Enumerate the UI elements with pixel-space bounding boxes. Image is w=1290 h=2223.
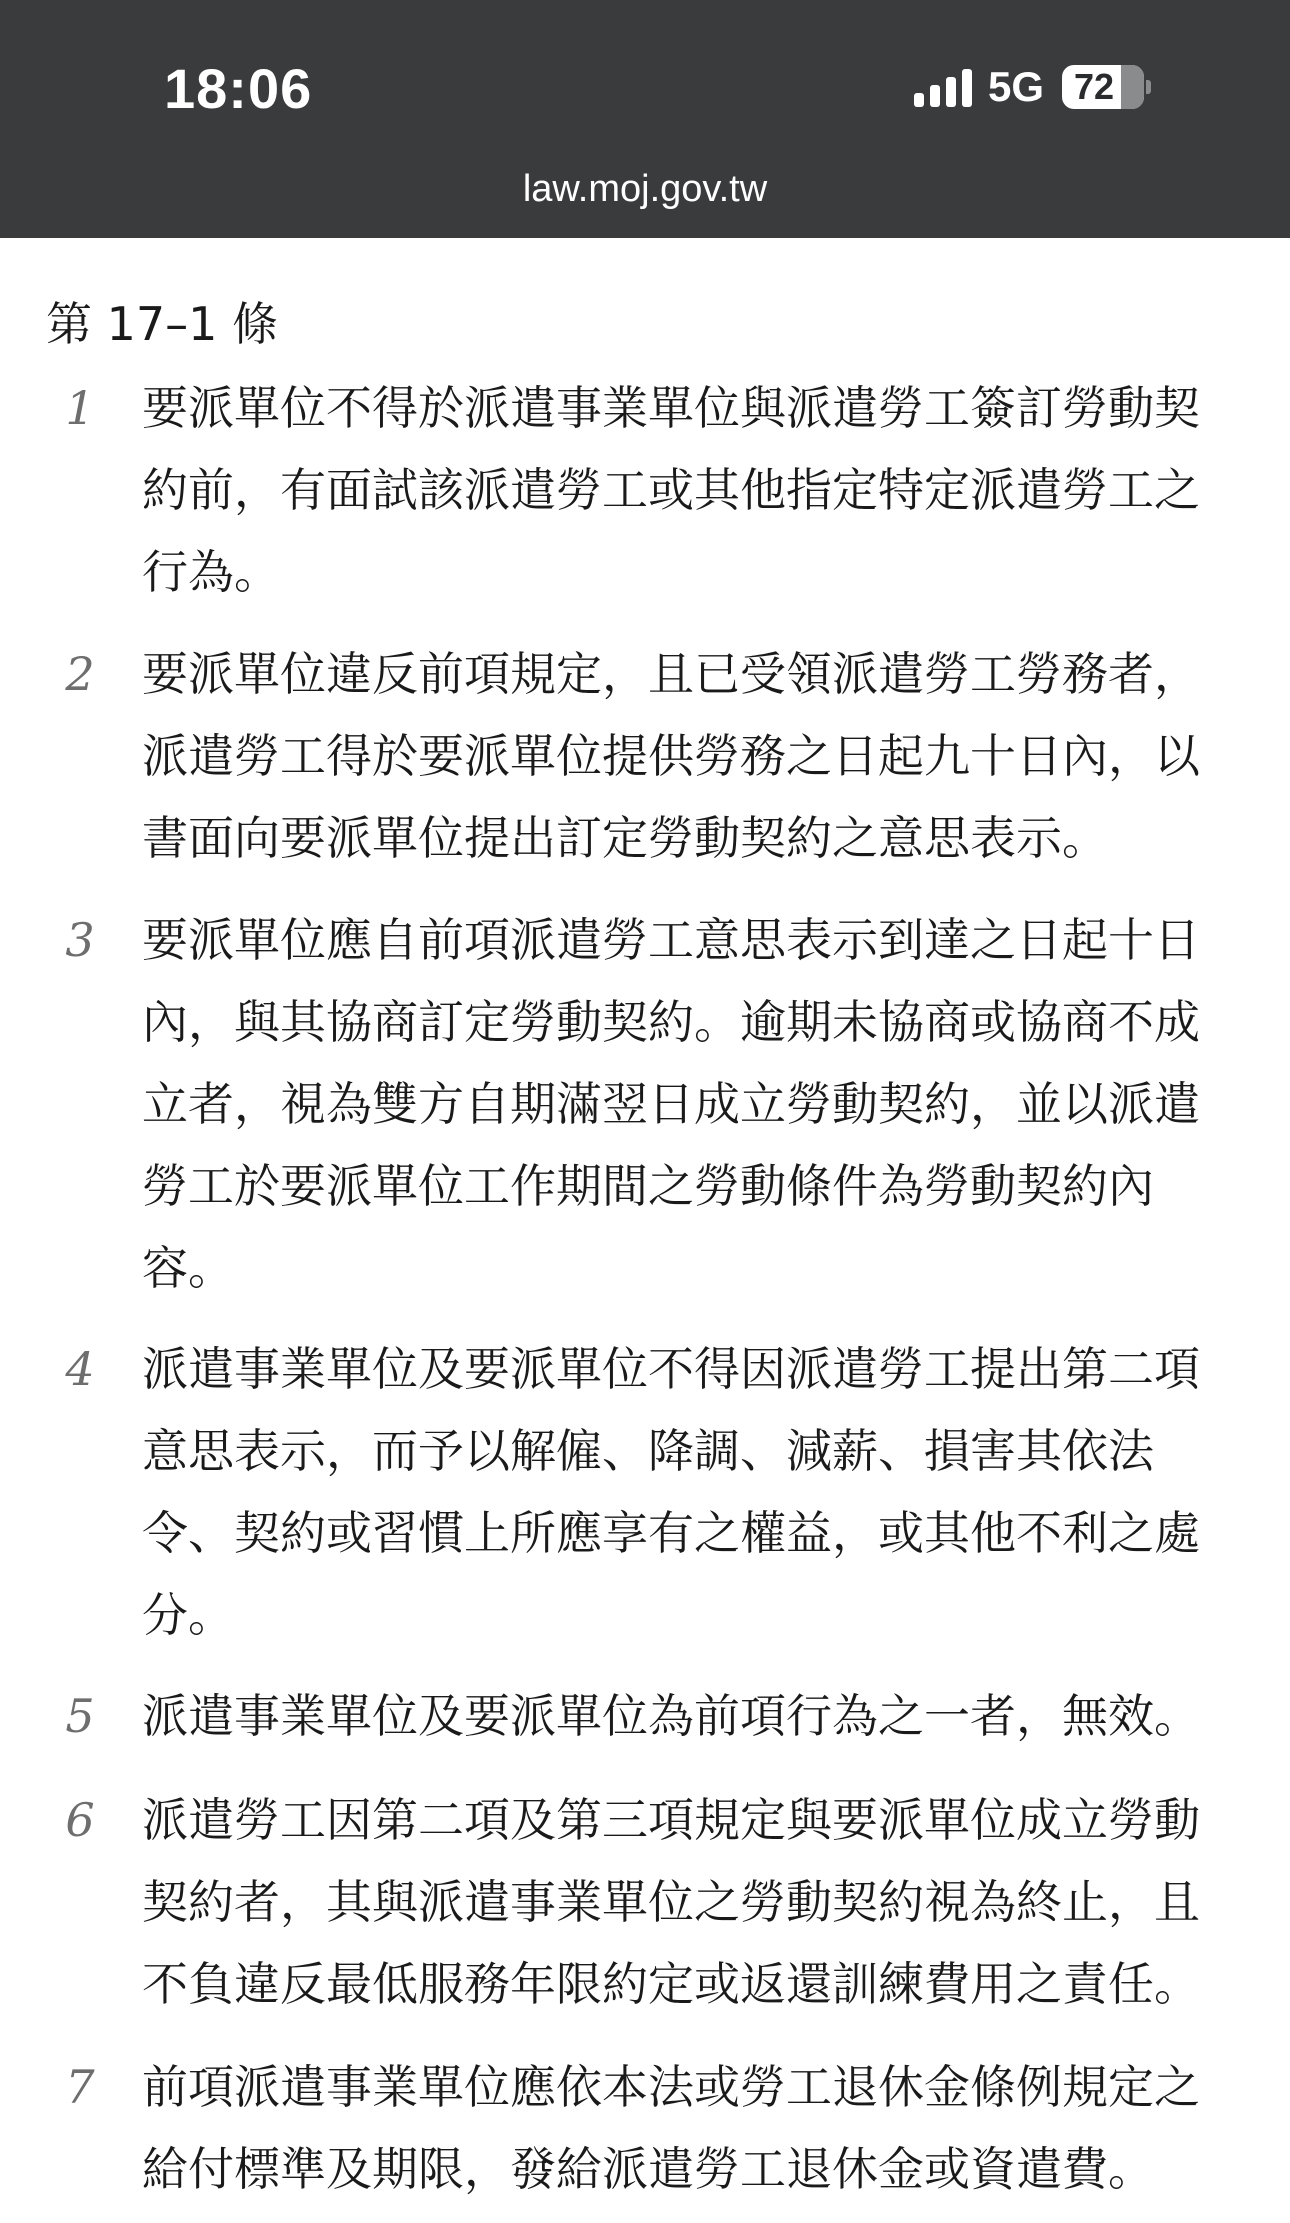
paragraph-text [142, 633, 1252, 879]
paragraph-line: 派遣事業單位及要派單位不得因派遣勞工提出第二項 [142, 1342, 1200, 1396]
battery-icon [1062, 65, 1151, 109]
article-title: 第 17–1 條 [46, 297, 279, 351]
paragraph-line: 派遣事業單位及要派單位為前項行為之一者，無效。 [142, 1689, 1200, 1743]
paragraph-line: 令、契約或習慣上所應享有之權益，或其他不利之處 [142, 1506, 1200, 1560]
paragraph-text [142, 1675, 1252, 1757]
paragraph-line: 容。 [142, 1241, 234, 1295]
paragraph-line: 前項派遣事業單位應依本法或勞工退休金條例規定之 [142, 2060, 1200, 2114]
paragraph-line: 派遣勞工得於要派單位提供勞務之日起九十日內，以 [142, 729, 1200, 783]
paragraph-line: 意思表示，而予以解僱、降調、減薪、損害其依法 [142, 1424, 1154, 1478]
browser-top-bar [0, 0, 1290, 238]
network-type: 5G [988, 63, 1045, 110]
paragraph-number: 1 [65, 381, 95, 435]
cellular-signal-icon [914, 67, 972, 107]
paragraph-line: 立者，視為雙方自期滿翌日成立勞動契約，並以派遣 [142, 1077, 1200, 1131]
paragraph-line: 分。 [142, 1588, 234, 1642]
paragraph-line: 派遣勞工因第二項及第三項規定與要派單位成立勞動 [142, 1793, 1200, 1847]
paragraph-number: 5 [65, 1689, 95, 1743]
status-time: 18:06 [164, 57, 313, 120]
paragraph-line: 不負違反最低服務年限約定或返還訓練費用之責任。 [142, 1957, 1200, 2011]
paragraph-line: 契約者，其與派遣事業單位之勞動契約視為終止，且 [142, 1875, 1200, 1929]
paragraph-line: 要派單位應自前項派遣勞工意思表示到達之日起十日 [142, 913, 1200, 967]
paragraph-line: 要派單位不得於派遣事業單位與派遣勞工簽訂勞動契 [142, 381, 1200, 435]
paragraph-line: 要派單位違反前項規定，且已受領派遣勞工勞務者， [142, 647, 1200, 701]
paragraph-number: 7 [65, 2060, 95, 2114]
address-bar-url[interactable]: law.moj.gov.tw [522, 168, 768, 210]
battery-percent: 72 [1074, 66, 1115, 107]
paragraph-line: 約前，有面試該派遣勞工或其他指定特定派遣勞工之 [142, 463, 1200, 517]
paragraph-number: 4 [65, 1342, 95, 1396]
status-indicators [914, 62, 1151, 112]
paragraph-text [142, 1328, 1252, 1656]
paragraph-number: 6 [65, 1793, 95, 1847]
paragraph-line: 給付標準及期限，發給派遣勞工退休金或資遣費。 [142, 2142, 1154, 2196]
paragraph-line: 書面向要派單位提出訂定勞動契約之意思表示。 [142, 811, 1108, 865]
paragraph-text [142, 2046, 1252, 2210]
paragraph-line: 勞工於要派單位工作期間之勞動條件為勞動契約內 [142, 1159, 1154, 1213]
paragraph-number: 3 [65, 913, 95, 967]
paragraph-text [142, 1779, 1252, 2025]
paragraph-line: 內，與其協商訂定勞動契約。逾期未協商或協商不成 [142, 995, 1200, 1049]
paragraph-text [142, 367, 1252, 613]
article-content [0, 238, 1290, 2223]
paragraph-line: 行為。 [142, 545, 280, 599]
paragraph-number: 2 [65, 647, 95, 701]
paragraph-text [142, 899, 1252, 1309]
